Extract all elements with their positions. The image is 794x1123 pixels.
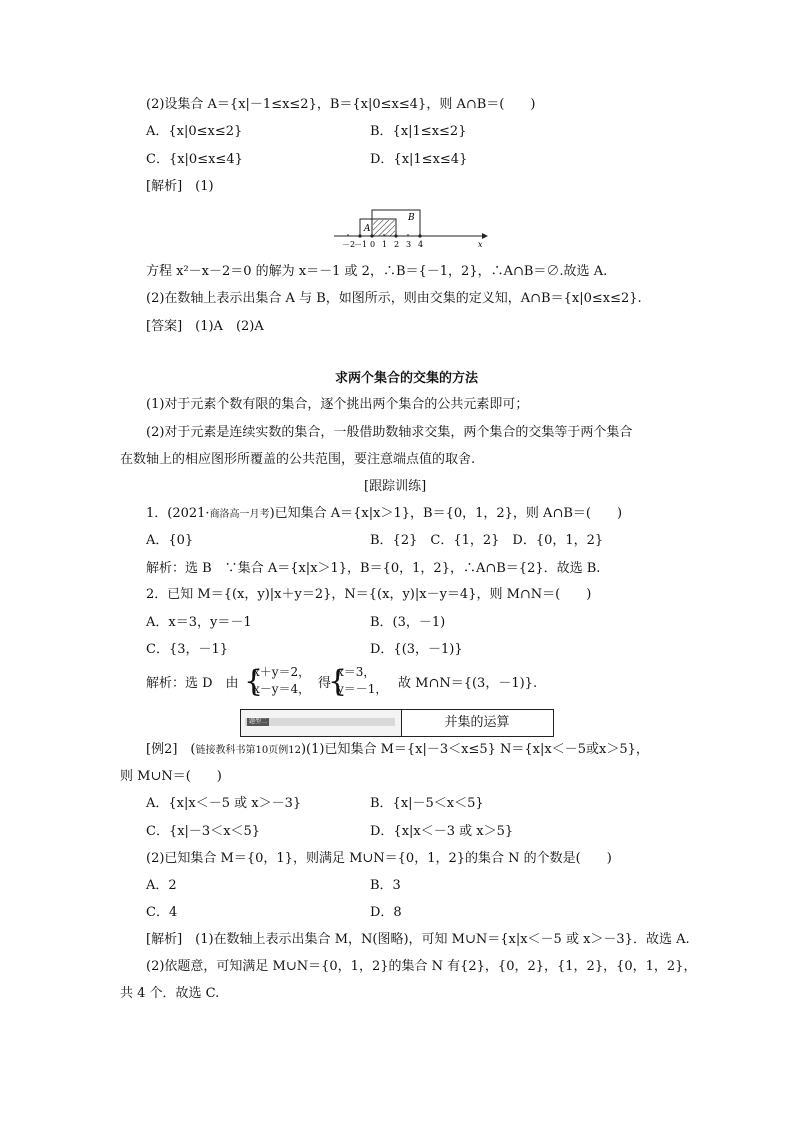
method-p2b: 在数轴上的相应图形所覆盖的公共范围，要注意端点值的取舍. bbox=[120, 452, 476, 467]
label-a: A bbox=[364, 224, 371, 234]
training-q1-source: 商洛高一月考 bbox=[209, 509, 270, 520]
training-q2-solution-end: 故 M∩N＝{(3，－1)}. bbox=[398, 676, 538, 691]
training-q2-option-c: C．{3，－1} bbox=[146, 642, 229, 657]
section-title: 并集的运算 bbox=[444, 715, 510, 730]
training-q1-suffix: )已知集合 A＝{x|x＞1}，B＝{0，1，2}，则 A∩B＝( ) bbox=[269, 506, 623, 521]
example2-head: [例2] ( bbox=[146, 742, 196, 757]
option-c: C．{x|0≤x≤4} bbox=[146, 152, 243, 167]
analysis-line-2: (2)在数轴上表示出集合 A 与 B，如图所示，则由交集的定义知，A∩B＝{x|0≤x≤2}. bbox=[146, 291, 642, 306]
tick-label: 4 bbox=[418, 240, 424, 249]
option-d: D．{x|1≤x≤4} bbox=[370, 152, 468, 167]
system-1-line-2: x－y＝4， bbox=[253, 682, 311, 696]
training-q1-stem bbox=[146, 505, 622, 524]
training-q2-option-d: D．{(3，－1)} bbox=[370, 642, 463, 657]
option-b: B．{x|1≤x≤2} bbox=[370, 124, 467, 139]
system-2-line-2: y＝－1， bbox=[337, 682, 388, 696]
training-head: [跟踪训练] bbox=[364, 479, 427, 494]
training-q1-solution: 解析：选 B ∵集合 A＝{x|x＞1}，B＝{0，1，2}，∴A∩B＝{2}．故选 B. bbox=[146, 561, 601, 576]
example2-q2-stem: (2)已知集合 M＝{0，1}，则满足 M∪N＝{0，1，2}的集合 N 的个数是( ) bbox=[146, 851, 612, 866]
tick-label: 1 bbox=[382, 240, 388, 249]
section-header bbox=[240, 709, 554, 737]
tick-label: －1 bbox=[354, 240, 368, 249]
system-1-line-1: x＋y＝2， bbox=[253, 665, 311, 679]
example2-option-a: A．{x|x＜－5 或 x＞－3} bbox=[146, 796, 302, 811]
example2-option-c: C．{x|－3＜x＜5} bbox=[146, 824, 261, 839]
tick-label: 2 bbox=[394, 240, 400, 249]
training-q2-solution-mid: 得 bbox=[318, 676, 332, 691]
training-q2-option-b: B．(3，－1) bbox=[370, 615, 446, 630]
example2-q2-option-a: A．2 bbox=[146, 878, 177, 893]
question-2-stem: (2)设集合 A＝{x|－1≤x≤2}，B＝{x|0≤x≤4}，则 A∩B＝( ) bbox=[146, 97, 536, 112]
training-q2-solution-pre: 解析：选 D 由 bbox=[146, 676, 239, 691]
example2-q2-option-c: C．4 bbox=[146, 905, 178, 920]
example2-solution-2a: (2)依题意，可知满足 M∪N＝{0，1，2}的集合 N 有{2}，{0，2}，{1，2}，{0，1，2}， bbox=[146, 959, 697, 974]
intersection-hatch bbox=[373, 220, 395, 236]
example2-stem-1 bbox=[146, 741, 649, 760]
example2-stem-2: 则 M∪N＝( ) bbox=[120, 769, 222, 784]
example2-option-b: B．{x|－5＜x＜5} bbox=[370, 796, 484, 811]
section-tag-left bbox=[241, 710, 402, 736]
example2-solution-2b: 共 4 个．故选 C. bbox=[120, 986, 220, 1001]
brace-left-1: { bbox=[244, 664, 264, 699]
answer-line: [答案] (1)A (2)A bbox=[146, 319, 264, 334]
analysis-head: [解析] (1) bbox=[146, 179, 214, 194]
system-2-line-1: x＝3， bbox=[337, 665, 376, 679]
axis-arrow bbox=[482, 233, 488, 239]
example2-option-d: D．{x|x＜－3 或 x＞5} bbox=[370, 824, 514, 839]
example2-q2-option-d: D．8 bbox=[370, 905, 402, 920]
label-b: B bbox=[408, 213, 415, 223]
tick-label: －2 bbox=[342, 240, 356, 249]
training-q1-option-a: A．{0} bbox=[146, 533, 194, 548]
method-p1: (1)对于元素个数有限的集合，逐个挑出两个集合的公共元素即可； bbox=[146, 397, 529, 412]
example2-q2-option-b: B．3 bbox=[370, 878, 401, 893]
section-tag-chip: 题型二 bbox=[248, 718, 267, 725]
number-line-figure bbox=[330, 205, 490, 253]
method-title: 求两个集合的交集的方法 bbox=[335, 371, 479, 386]
training-q1-options-bcd: B．{2} C．{1，2} D．{0，1，2} bbox=[370, 533, 604, 548]
example2-source: 链接教科书第10页例12 bbox=[195, 745, 301, 756]
training-q2-stem: 2．已知 M＝{(x，y)|x＋y＝2}，N＝{(x，y)|x－y＝4}，则 M∩N＝( ) bbox=[146, 587, 592, 602]
analysis-line-1: 方程 x²－x－2＝0 的解为 x＝－1 或 2，∴B＝{－1，2}，∴A∩B＝∅.故选 A. bbox=[146, 264, 608, 279]
brace-left-2: { bbox=[328, 664, 348, 699]
example2-stem-text: )(1)已知集合 M＝{x|－3＜x≤5} N＝{x|x＜－5或x＞5}， bbox=[300, 742, 649, 757]
tick-label: 3 bbox=[406, 240, 412, 249]
tick-label: 0 bbox=[370, 240, 376, 249]
training-q1-prefix: 1．(2021· bbox=[146, 506, 210, 521]
example2-solution-1: [解析] (1)在数轴上表示出集合 M，N(图略)，可知 M∪N＝{x|x＜－5 或 x＞－3}．故选 A. bbox=[146, 932, 690, 947]
axis-label: x bbox=[478, 240, 483, 249]
option-a: A．{x|0≤x≤2} bbox=[146, 124, 243, 139]
training-q2-option-a: A．x＝3，y＝－1 bbox=[146, 615, 252, 630]
method-p2a: (2)对于元素是连续实数的集合，一般借助数轴求交集，两个集合的交集等于两个集合 bbox=[146, 425, 633, 440]
